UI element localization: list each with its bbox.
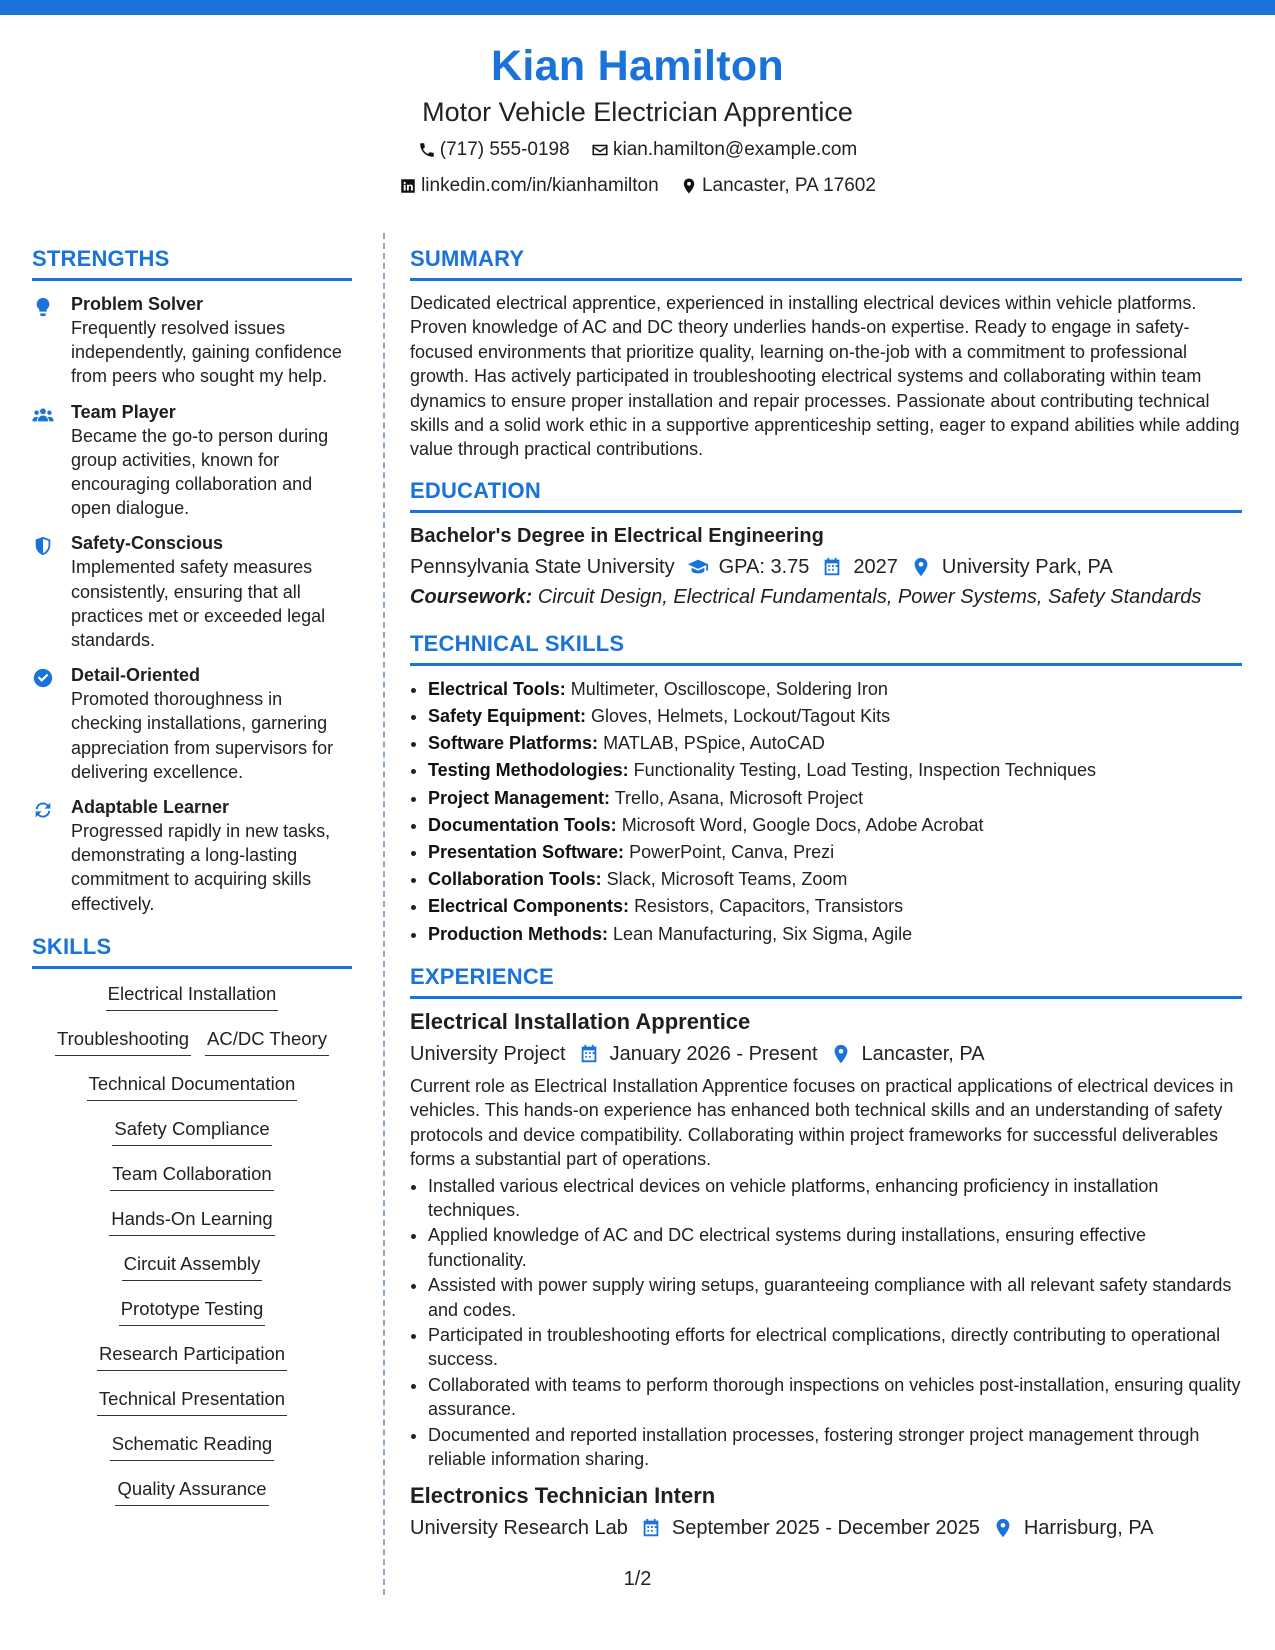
skill-tag: Troubleshooting [55,1026,191,1056]
list-item: • Collaborated with teams to perform thorough inspections on vehicles post-installation, ensuring quality assurance. [428,1373,1242,1421]
job-dates: September 2025 - December 2025 [671,1517,980,1540]
job-title: Electrical Installation Apprentice [410,1008,751,1034]
list-item: • Documented and reported installation processes, fostering stronger project management through reliable information sharing. [428,1423,1242,1471]
summary-heading: SUMMARY [410,246,525,271]
job-location: Lancaster, PA [861,1042,985,1065]
phone-icon [418,141,436,159]
phone-contact [418,138,570,162]
coursework-label: Coursework: [410,585,533,608]
skill-row [32,981,352,1026]
education-meta [410,553,1242,581]
coursework-line [410,583,1242,611]
skill-label: Production Methods: [428,923,608,944]
phone-number: (717) 555-0198 [439,139,570,160]
skill-label: Collaboration Tools: [428,869,602,890]
strengths-rule [32,278,352,281]
calendar-icon [821,556,843,578]
email-contact[interactable] [591,138,857,162]
left-column [32,244,352,1521]
skill-row [32,1206,352,1251]
technical-skills-heading: TECHNICAL SKILLS [410,630,625,656]
skill-tag: Hands-On Learning [109,1206,274,1236]
skill-label: Documentation Tools: [428,814,617,835]
skill-label: Software Platforms: [428,733,599,754]
skill-label: Presentation Software: [428,842,625,863]
strength-desc: Frequently resolved issues independently, gaining confidence from peers who sought my help. [71,318,342,387]
strength-item [32,795,352,916]
contact-row-1 [0,138,1275,166]
experience-rule [410,996,1242,999]
skill-tag: Technical Presentation [97,1386,287,1416]
skill-tag: Prototype Testing [119,1296,266,1326]
list-item: • Assisted with power supply wiring setups, guaranteeing compliance with all relevant safety standards and codes. [428,1273,1242,1321]
skill-tag: AC/DC Theory [205,1026,329,1056]
email-address[interactable]: kian.hamilton@example.com [612,139,858,160]
education-rule [410,510,1242,513]
skill-value: Functionality Testing, Load Testing, Inspection Techniques [633,760,1096,781]
coursework-list: Circuit Design, Electrical Fundamentals, Power Systems, Safety Standards [537,585,1202,608]
check-circle-icon [32,667,54,689]
skill-label: Testing Methodologies: [428,760,629,781]
skill-value: Microsoft Word, Google Docs, Adobe Acrobat [621,814,984,835]
job-organization: University Project [410,1042,566,1065]
skill-row [32,1476,352,1521]
gpa-value: GPA: 3.75 [718,555,810,578]
job-organization: University Research Lab [410,1517,628,1540]
job-meta [410,1040,1242,1068]
job-title: Electronics Technician Intern [410,1483,716,1509]
skill-tag: Technical Documentation [87,1071,298,1101]
skill-row [32,1161,352,1206]
list-item [428,676,1242,703]
skill-tag: Research Participation [97,1341,287,1371]
skill-row [32,1071,352,1116]
job-entry [410,1007,1242,1472]
list-item: • Participated in troubleshooting efforts for electrical complications, directly contributing to operational success. [428,1323,1242,1371]
shield-icon [32,535,54,557]
strength-title: Detail-Oriented [71,665,201,686]
skill-tag: Circuit Assembly [122,1251,263,1281]
skill-label: Electrical Components: [428,896,630,917]
refresh-icon [32,799,54,821]
strength-desc: Promoted thoroughness in checking installations, garnering appreciation from supervisors for delivering excellence. [71,689,334,782]
skill-value: Lean Manufacturing, Six Sigma, Agile [613,923,913,944]
skill-row [32,1251,352,1296]
summary-text: Dedicated electrical apprentice, experienced in installing electrical devices within vehicle platforms. Proven knowledge of AC and DC theory underlies hands-on expertise. Ready to engage in safety-focused environments that prioritize quality, learning on-the-job with a commitment to professional growth. Has actively participated in troubleshooting electrical systems and collaborating within team dynamics to ensure proper installation and repair processes. Passionate about contributing technical skills and a solid work ethic in a supportive apprenticeship setting, eager to expand abilities while adding value through practical contributions. [410,293,1240,460]
list-item [428,730,1242,757]
strengths-heading: STRENGTHS [32,246,170,271]
skill-row [32,1341,352,1386]
lightbulb-icon [32,296,54,318]
map-pin-icon [910,556,932,578]
education-section [410,476,1242,611]
page-number: 1/2 [623,1568,652,1590]
strength-item [32,400,352,521]
skill-label: Project Management: [428,787,611,808]
strength-desc: Implemented safety measures consistently, ensuring that all practices met or exceeded legal standards. [71,557,326,651]
candidate-name: Kian Hamilton [491,42,784,90]
skill-tag: Electrical Installation [106,981,279,1011]
skill-value: Gloves, Helmets, Lockout/Tagout Kits [591,706,891,727]
skill-row [32,1116,352,1161]
resume-header [0,40,1275,202]
skill-row [32,1296,352,1341]
top-accent-bar [0,0,1275,15]
list-item [428,921,1242,948]
linkedin-icon [399,177,417,195]
job-dates: January 2026 - Present [609,1042,818,1065]
school-name: Pennsylvania State University [410,555,675,578]
column-divider [383,233,385,1595]
skill-value: Slack, Microsoft Teams, Zoom [606,869,848,890]
skills-rule [32,966,352,969]
skill-tag: Safety Compliance [112,1116,271,1146]
skill-label: Electrical Tools: [428,678,566,699]
job-entry [410,1481,1242,1542]
job-location: Harrisburg, PA [1023,1517,1154,1540]
strength-item [32,292,352,389]
skill-tag: Team Collaboration [110,1161,273,1191]
graduation-cap-icon [687,556,709,578]
technical-skills-section [410,629,1242,948]
calendar-icon [578,1043,600,1065]
experience-heading: EXPERIENCE [410,963,554,989]
envelope-icon [591,141,609,159]
strength-title: Team Player [71,401,176,422]
list-item: • Installed various electrical devices on vehicle platforms, enhancing proficiency in installation techniques. [428,1174,1242,1222]
job-bullets [410,1174,1242,1472]
location-text: Lancaster, PA 17602 [701,175,876,196]
skill-value: Multimeter, Oscilloscope, Soldering Iron [570,678,888,699]
list-item [428,812,1242,839]
skills-list [32,981,352,1521]
technical-skills-list [410,676,1242,948]
education-heading: EDUCATION [410,477,541,503]
skill-row [32,1386,352,1431]
list-item [428,785,1242,812]
skill-label: Safety Equipment: [428,706,587,727]
list-item [428,866,1242,893]
skill-value: Trello, Asana, Microsoft Project [614,787,864,808]
skill-value: PowerPoint, Canva, Prezi [629,842,835,863]
map-pin-icon [830,1043,852,1065]
skills-heading: SKILLS [32,933,112,959]
summary-rule [410,278,1242,281]
skill-value: Resistors, Capacitors, Transistors [634,896,904,917]
map-pin-icon [680,177,698,195]
degree-title: Bachelor's Degree in Electrical Engineering [410,524,824,547]
linkedin-url[interactable]: linkedin.com/in/kianhamilton [421,175,659,196]
skill-tag: Quality Assurance [115,1476,268,1506]
graduation-year: 2027 [853,555,898,578]
map-pin-icon [992,1517,1014,1539]
users-icon [32,404,54,426]
skill-value: MATLAB, PSpice, AutoCAD [603,733,825,754]
strength-desc: Progressed rapidly in new tasks, demonstrating a long-lasting commitment to acquiring skills effectively. [71,821,331,914]
list-item [428,757,1242,784]
skill-row [32,1431,352,1476]
candidate-title: Motor Vehicle Electrician Apprentice [422,97,853,127]
experience-section [410,962,1242,1543]
technical-skills-rule [410,663,1242,666]
skills-section [32,932,352,1521]
list-item: • Applied knowledge of AC and DC electrical systems during installations, ensuring effective functionality. [428,1223,1242,1271]
list-item [428,839,1242,866]
skill-tag: Schematic Reading [110,1431,274,1461]
calendar-icon [640,1517,662,1539]
right-column [410,244,1242,1542]
strength-title: Adaptable Learner [71,797,230,818]
list-item [428,893,1242,920]
job-meta [410,1514,1242,1542]
location-contact [680,174,876,198]
strength-desc: Became the go-to person during group activities, known for encouraging collaboration and open dialogue. [71,425,329,519]
school-location: University Park, PA [941,555,1113,578]
job-description: Current role as Electrical Installation Apprentice focuses on practical applications of electrical devices in vehicles. This hands-on experience has enhanced both technical skills and an understanding of safety protocols and device compatibility. Collaborating within project frameworks for successful deliverables forms a substantial part of operations. [410,1075,1234,1170]
skill-row [32,1026,352,1071]
list-item [428,703,1242,730]
linkedin-contact[interactable] [399,174,659,198]
strength-title: Problem Solver [71,294,204,314]
strength-item [32,663,352,784]
contact-row-2 [0,174,1275,202]
strength-title: Safety-Conscious [71,533,224,554]
strength-item [32,531,352,652]
